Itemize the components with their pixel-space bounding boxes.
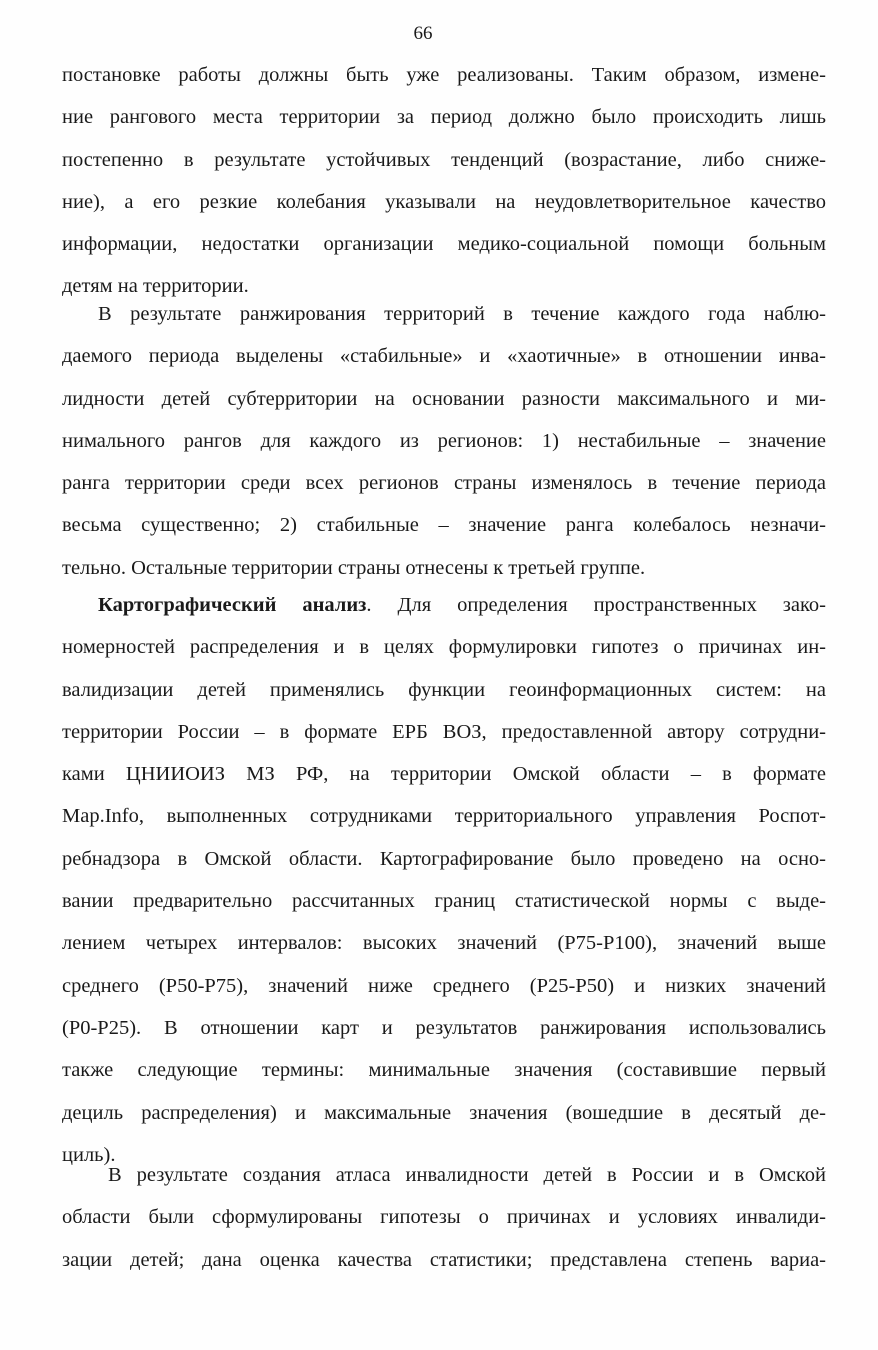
paragraph xyxy=(62,54,826,308)
text-line: ние рангового места территории за период должно было происходить лишь xyxy=(62,106,826,129)
text-line: среднего (Р50-Р75), значений ниже среднего (Р25-Р50) и низких значений xyxy=(62,974,826,997)
text-line xyxy=(62,584,826,626)
section-heading: Картографический анализ xyxy=(98,594,367,616)
text-line: даемого периода выделены «стабильные» и «хаотичные» в отношении инва- xyxy=(62,345,826,368)
text-line: ками ЦНИИОИЗ МЗ РФ, на территории Омской области – в формате xyxy=(62,763,826,786)
text-line: циль). xyxy=(62,1143,116,1166)
page-number: 66 xyxy=(413,23,433,44)
text-line: В результате создания атласа инвалидности детей в России и в Омской xyxy=(108,1164,826,1186)
text-line: В результате ранжирования территорий в течение каждого года наблю- xyxy=(98,303,826,325)
text-line: номерностей распределения и в целях формулировки гипотез о причинах ин- xyxy=(62,636,826,659)
text-line: детям на территории. xyxy=(62,275,249,298)
text-line: также следующие термины: минимальные значения (составившие первый xyxy=(62,1059,826,1082)
text-line: дециль распределения) и максимальные значения (вошедшие в десятый де- xyxy=(62,1101,826,1124)
text-line: территории России – в формате ЕРБ ВОЗ, предоставленной автору сотрудни- xyxy=(62,720,826,743)
text-line: лидности детей субтерритории на основании разности максимального и ми- xyxy=(62,387,826,410)
paragraph xyxy=(62,293,826,589)
text-line: вании предварительно рассчитанных границ статистической нормы с выде- xyxy=(62,890,826,913)
text-line: (Р0-Р25). В отношении карт и результатов ранжирования использовались xyxy=(62,1016,826,1039)
paragraph xyxy=(62,1154,826,1281)
text-line: постепенно в результате устойчивых тенденций (возрастание, либо сниже- xyxy=(62,148,826,171)
text-line: области были сформулированы гипотезы о причинах и условиях инвалиди- xyxy=(62,1206,826,1229)
text-line: весьма существенно; 2) стабильные – значение ранга колебалось незначи- xyxy=(62,514,826,537)
text-line: зации детей; дана оценка качества статистики; представлена степень вариа- xyxy=(62,1248,826,1271)
text-line: информации, недостатки организации медико-социальной помощи больным xyxy=(62,233,826,256)
paragraph xyxy=(62,584,826,1176)
text-line: тельно. Остальные территории страны отнесены к третьей группе. xyxy=(62,556,646,579)
text-line: постановке работы должны быть уже реализованы. Таким образом, измене- xyxy=(62,64,826,86)
text-line: Map.Info, выполненных сотрудниками территориального управления Роспот- xyxy=(62,805,826,828)
text-line: лением четырех интервалов: высоких значений (Р75-Р100), значений выше xyxy=(62,932,826,955)
text-fragment: . Для определения пространственных зако- xyxy=(366,594,826,616)
text-line: ребнадзора в Омской области. Картографирование было проведено на осно- xyxy=(62,847,826,870)
text-line: ние), а его резкие колебания указывали на неудовлетворительное качество xyxy=(62,190,826,213)
text-line: нимального рангов для каждого из регионов: 1) нестабильные – значение xyxy=(62,429,826,452)
text-line: валидизации детей применялись функции геоинформационных систем: на xyxy=(62,678,826,701)
text-line: ранга территории среди всех регионов страны изменялось в течение периода xyxy=(62,472,826,495)
